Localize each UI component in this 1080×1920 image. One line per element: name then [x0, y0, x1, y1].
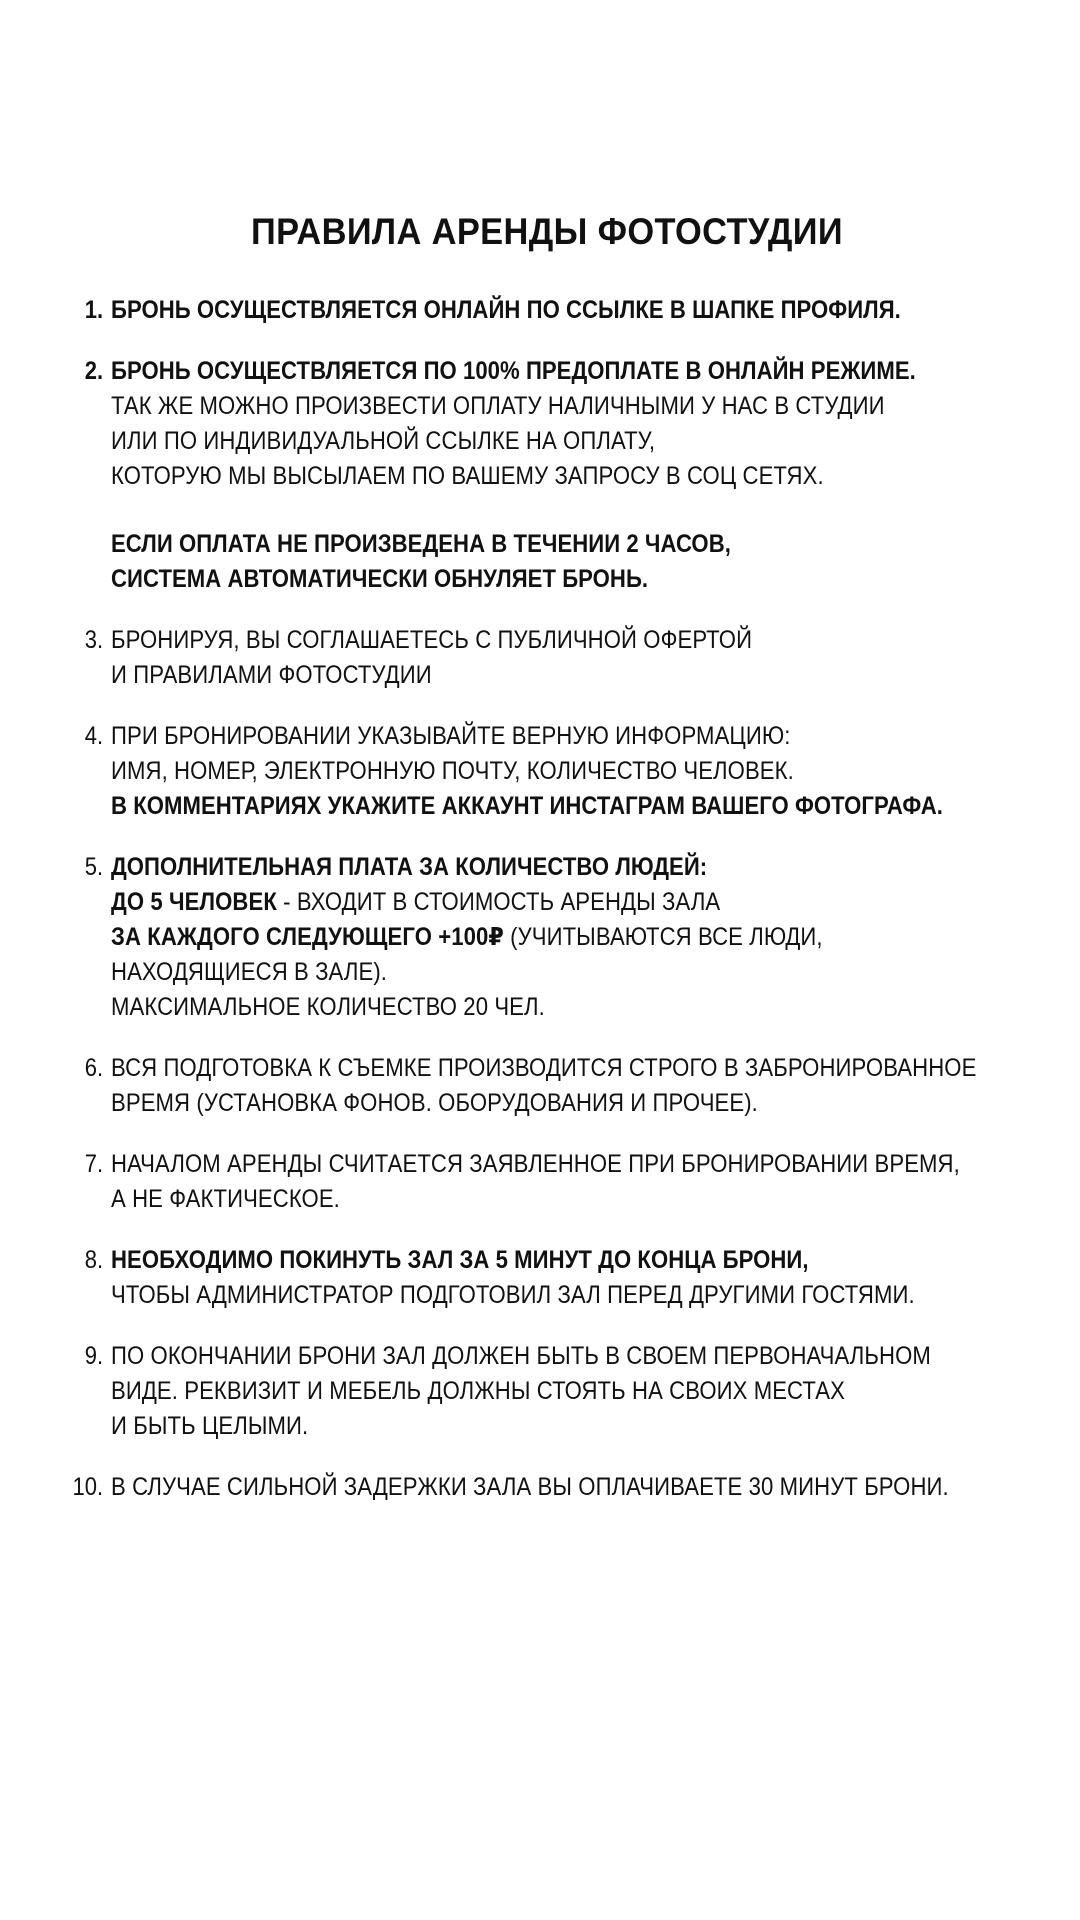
rule-line-run: ЗА КАЖДОГО СЛЕДУЮЩЕГО: [111, 922, 432, 951]
rule-line: ПРИ БРОНИРОВАНИИ УКАЗЫВАЙТЕ ВЕРНУЮ ИНФОРМАЦИЮ:: [111, 721, 791, 750]
rule-item: [60, 1147, 1034, 1217]
rule-line: БРОНЬ ОСУЩЕСТВЛЯЕТСЯ ОНЛАЙН ПО ССЫЛКЕ В ШАПКЕ ПРОФИЛЯ.: [111, 295, 901, 324]
rule-note-line: СИСТЕМА АВТОМАТИЧЕСКИ ОБНУЛЯЕТ БРОНЬ.: [111, 564, 649, 593]
rule-text: [111, 623, 1034, 693]
rule-line: В КОММЕНТАРИЯХ УКАЖИТЕ АККАУНТ ИНСТАГРАМ ВАШЕГО ФОТОГРАФА.: [111, 791, 943, 820]
rule-item: [60, 850, 1034, 1025]
rule-text: [111, 1147, 1034, 1217]
rule-item: [60, 1243, 1034, 1313]
rule-item: [60, 293, 1034, 328]
rule-line: НЕОБХОДИМО ПОКИНУТЬ ЗАЛ ЗА 5 МИНУТ ДО КОНЦА БРОНИ,: [111, 1245, 809, 1274]
rule-line: [111, 885, 928, 920]
rule-line-run: - ВХОДИТ В СТОИМОСТЬ АРЕНДЫ ЗАЛА: [276, 887, 721, 916]
rule-line: [111, 955, 928, 990]
rule-number: 4.: [84, 721, 104, 750]
rule-line: [111, 990, 928, 1025]
rule-line-run: (УЧИТЫВАЮТСЯ ВСЕ ЛЮДИ,: [503, 922, 823, 951]
rule-line-run: +100₽: [438, 922, 504, 951]
rule-line: [111, 920, 928, 955]
rule-item: [60, 354, 1034, 597]
rule-number: 6.: [84, 1053, 104, 1082]
rule-line: В СЛУЧАЕ СИЛЬНОЙ ЗАДЕРЖКИ ЗАЛА ВЫ ОПЛАЧИВАЕТЕ 30 МИНУТ БРОНИ.: [111, 1472, 949, 1501]
rule-item: [60, 1339, 1034, 1444]
rule-line: ПО ОКОНЧАНИИ БРОНИ ЗАЛ ДОЛЖЕН БЫТЬ В СВОЕМ ПЕРВОНАЧАЛЬНОМ: [111, 1341, 931, 1370]
rule-text: [111, 354, 1034, 597]
rule-line: ВСЯ ПОДГОТОВКА К СЪЕМКЕ ПРОИЗВОДИТСЯ СТРОГО В ЗАБРОНИРОВАННОЕ: [111, 1053, 977, 1082]
rule-text: [111, 1243, 1034, 1313]
rule-number: 2.: [84, 356, 104, 385]
rule-line: А НЕ ФАКТИЧЕСКОЕ.: [111, 1184, 340, 1213]
rule-number: 3.: [84, 625, 104, 654]
rule-line-run: МАКСИМАЛЬНОЕ КОЛИЧЕСТВО 20 ЧЕЛ.: [111, 992, 545, 1021]
rule-line: НАЧАЛОМ АРЕНДЫ СЧИТАЕТСЯ ЗАЯВЛЕННОЕ ПРИ БРОНИРОВАНИИ ВРЕМЯ,: [111, 1149, 960, 1178]
rule-number: 9.: [84, 1341, 104, 1370]
rule-line: ВИДЕ. РЕКВИЗИТ И МЕБЕЛЬ ДОЛЖНЫ СТОЯТЬ НА СВОИХ МЕСТАХ: [111, 1376, 845, 1405]
rule-line: БРОНЬ ОСУЩЕСТВЛЯЕТСЯ ПО 100% ПРЕДОПЛАТЕ В ОНЛАЙН РЕЖИМЕ.: [111, 356, 916, 385]
rule-number: 10.: [72, 1472, 104, 1501]
rule-text: [111, 1470, 1034, 1505]
rule-text: [111, 1339, 1034, 1444]
rule-line: ДОПОЛНИТЕЛЬНАЯ ПЛАТА ЗА КОЛИЧЕСТВО ЛЮДЕЙ:: [111, 852, 708, 881]
rule-line: И ПРАВИЛАМИ ФОТОСТУДИИ: [111, 660, 432, 689]
rule-line-run: ДО 5 ЧЕЛОВЕК: [111, 887, 277, 916]
rule-text: [111, 719, 1034, 824]
rule-number: 8.: [84, 1245, 104, 1274]
rule-item: [60, 719, 1034, 824]
rule-number: 7.: [84, 1149, 104, 1178]
rule-item: [60, 623, 1034, 693]
document-content: [0, 212, 1080, 1505]
rule-line: КОТОРУЮ МЫ ВЫСЫЛАЕМ ПО ВАШЕМУ ЗАПРОСУ В СОЦ СЕТЯХ.: [111, 461, 824, 490]
rules-list: [60, 293, 1034, 1505]
page-title: ПРАВИЛА АРЕНДЫ ФОТОСТУДИИ: [250, 211, 844, 252]
rule-item: [60, 1051, 1034, 1121]
rule-line: ТАК ЖЕ МОЖНО ПРОИЗВЕСТИ ОПЛАТУ НАЛИЧНЫМИ У НАС В СТУДИИ: [111, 391, 885, 420]
rule-line: И БЫТЬ ЦЕЛЫМИ.: [111, 1411, 309, 1440]
rule-line: ЧТОБЫ АДМИНИСТРАТОР ПОДГОТОВИЛ ЗАЛ ПЕРЕД ДРУГИМИ ГОСТЯМИ.: [111, 1280, 915, 1309]
rule-line: ВРЕМЯ (УСТАНОВКА ФОНОВ. ОБОРУДОВАНИЯ И ПРОЧЕЕ).: [111, 1088, 758, 1117]
rule-line: БРОНИРУЯ, ВЫ СОГЛАШАЕТЕСЬ С ПУБЛИЧНОЙ ОФЕРТОЙ: [111, 625, 753, 654]
rule-line: ИЛИ ПО ИНДИВИДУАЛЬНОЙ ССЫЛКЕ НА ОПЛАТУ,: [111, 426, 656, 455]
rule-item: [60, 1470, 1034, 1505]
rule-note-line: ЕСЛИ ОПЛАТА НЕ ПРОИЗВЕДЕНА В ТЕЧЕНИИ 2 ЧАСОВ,: [111, 529, 731, 558]
rule-text: [111, 1051, 1034, 1121]
rule-number: 5.: [84, 852, 104, 881]
rule-text: [111, 850, 1034, 1025]
rule-line: ИМЯ, НОМЕР, ЭЛЕКТРОННУЮ ПОЧТУ, КОЛИЧЕСТВО ЧЕЛОВЕК.: [111, 756, 794, 785]
rule-number: 1.: [84, 295, 104, 324]
rule-line-run: НАХОДЯЩИЕСЯ В ЗАЛЕ).: [111, 957, 388, 986]
rule-text: [111, 293, 1034, 328]
